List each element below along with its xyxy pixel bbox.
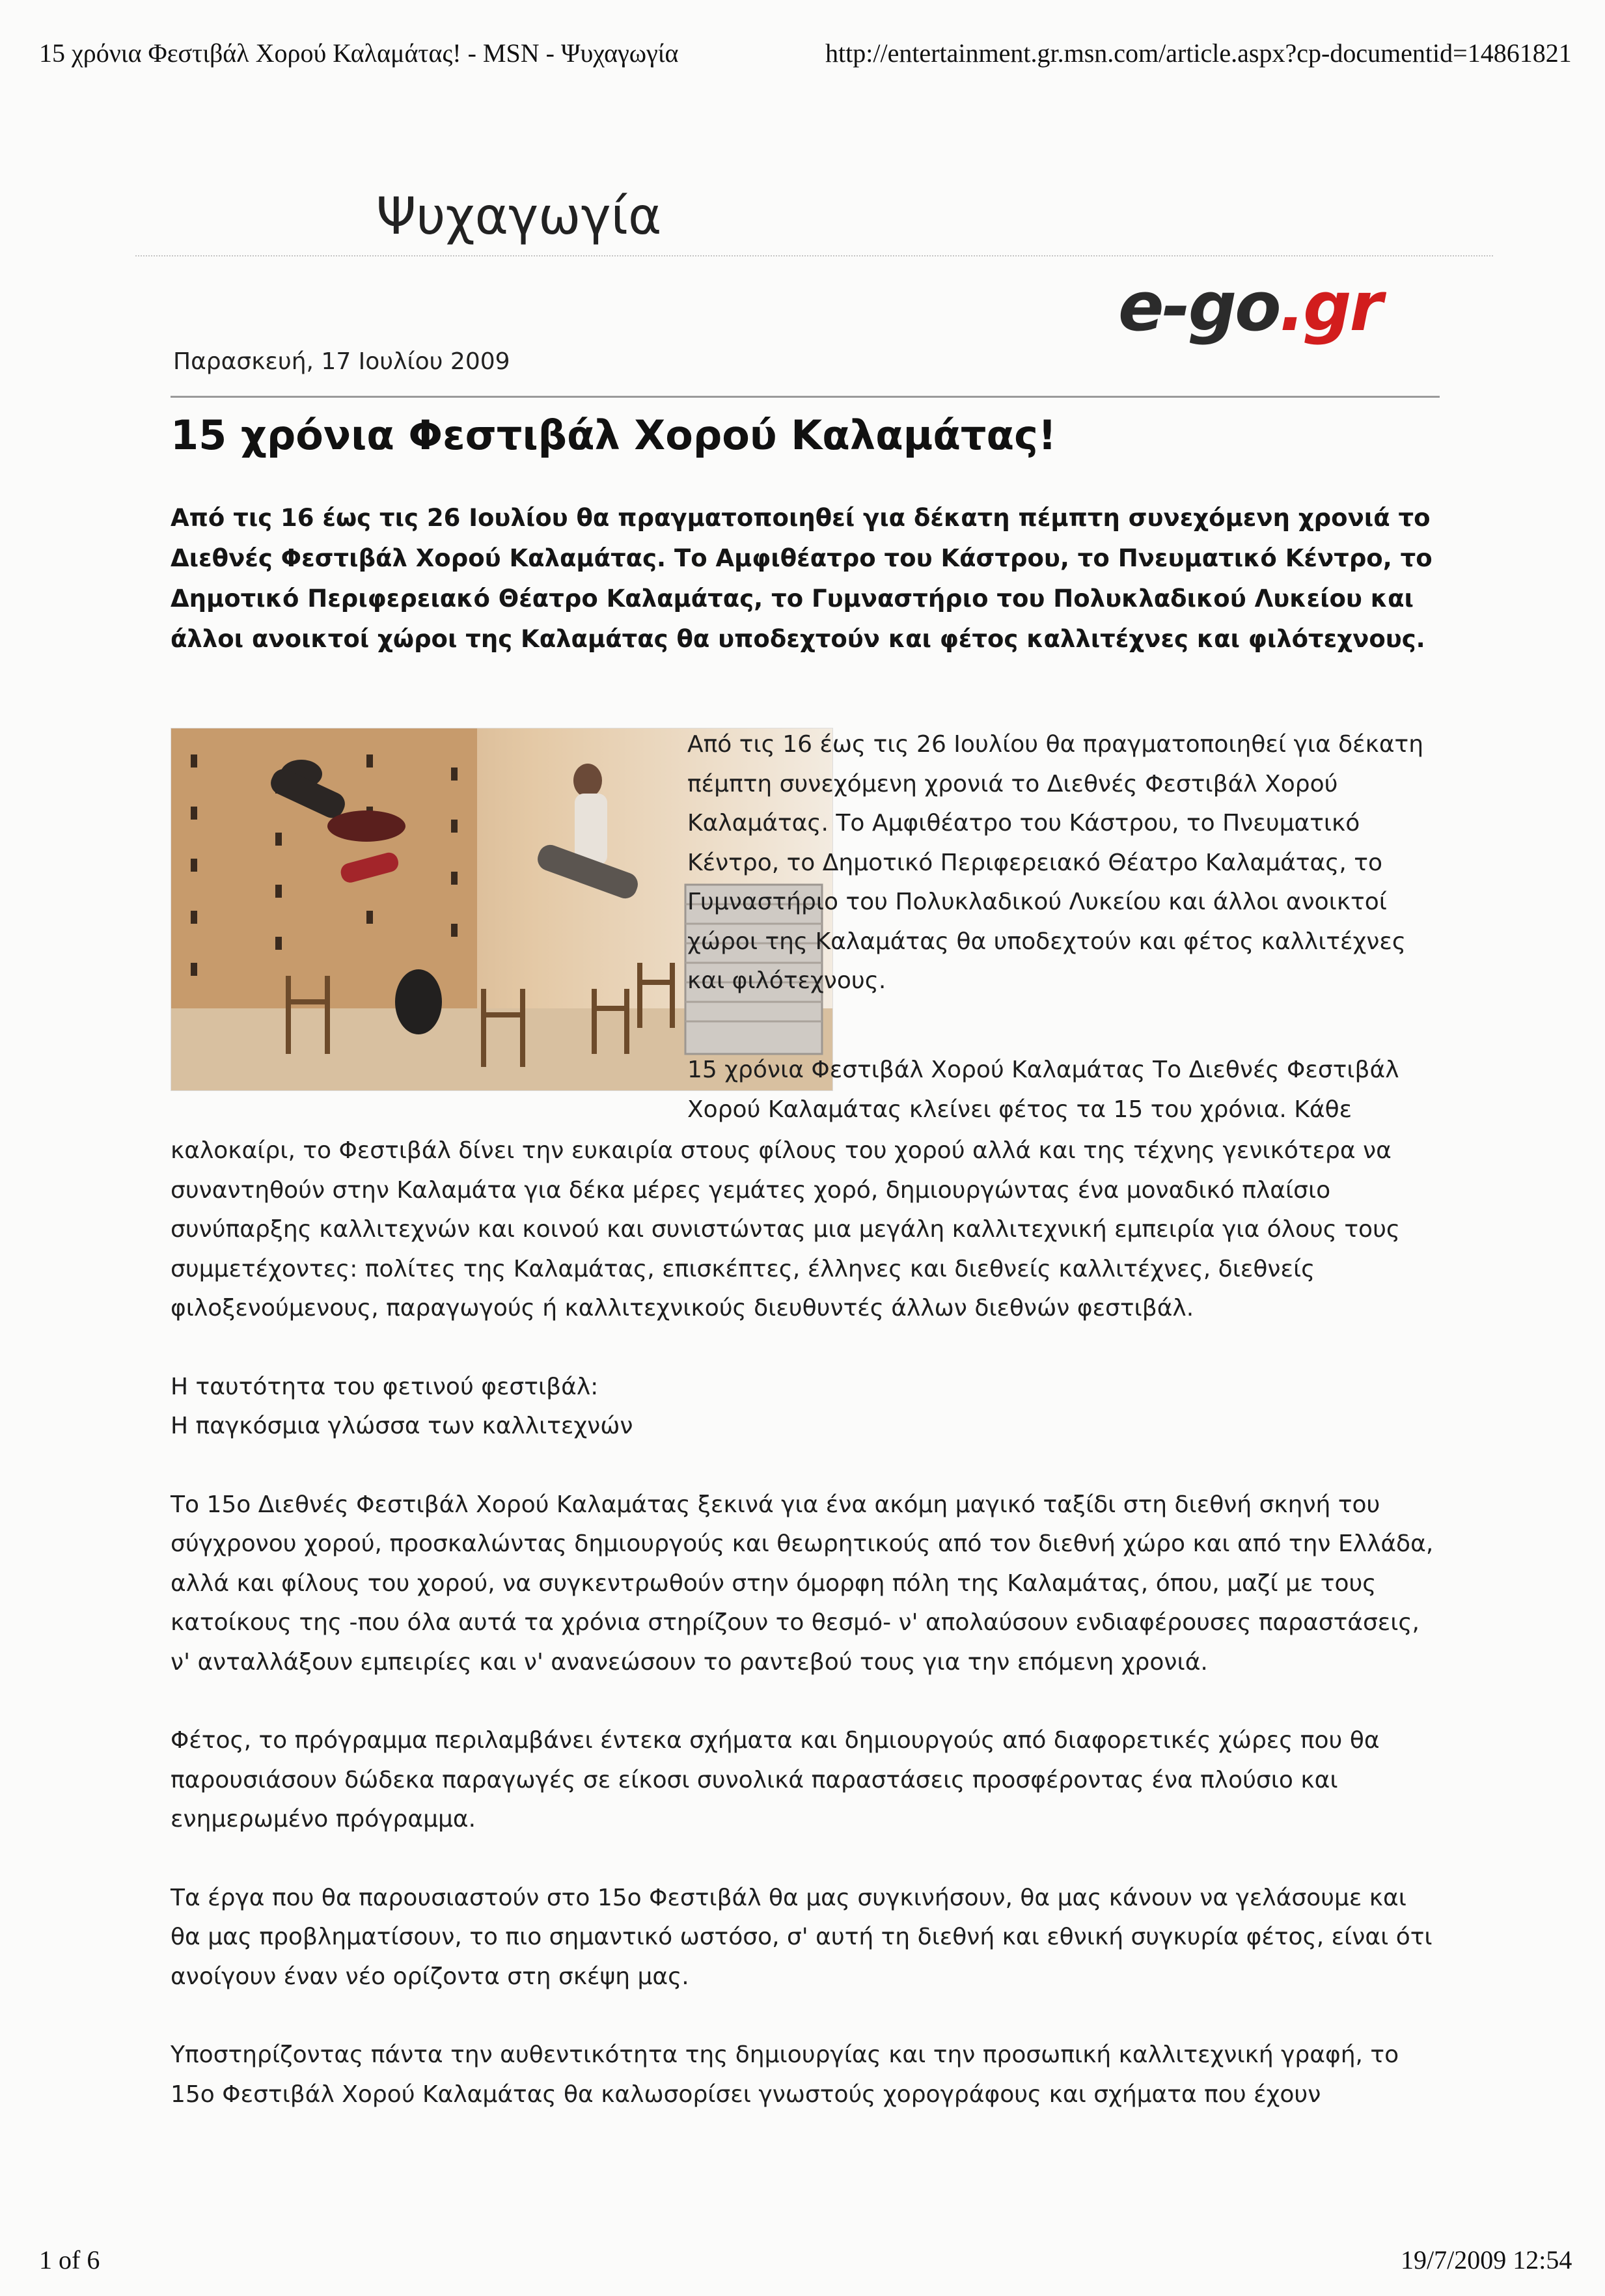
article-paragraph: Από τις 16 έως τις 26 Ιουλίου θα πραγματοποιηθεί για δέκατη πέμπτη συνεχόμενη χρονιά το Διεθνές Φεστιβάλ Χορού Καλαμάτας. Το Αμφιθέατρο του Κάστρου, το Πνευματικό Κέντρο, το Δημοτικό Περιφερειακό Θέατρο Καλαμάτας, το Γυμναστήριο του Πολυκλαδικού Λυκείου και άλλοι ανοικτοί χώροι της Καλαμάτας θα υποδεχτούν και φέτος καλλιτέχνες και φιλότεχνους. [687,731,1424,994]
article-paragraph: Υποστηρίζοντας πάντα την αυθεντικότητα της δημιουργίας και την προσωπική καλλιτεχνική γραφή, το 15ο Φεστιβάλ Χορού Καλαμάτας θα καλωσορίσει γνωστούς χορογράφους και σχήματα που έχουν [171,2041,1399,2108]
article-date: Παρασκευή, 17 Ιουλίου 2009 [173,348,510,375]
article-paragraph: καλοκαίρι, το Φεστιβάλ δίνει την ευκαιρία στους φίλους του χορού αλλά και της τέχνης γενικότερα να συναντηθούν στην Καλαμάτα για δέκα μέρες γεμάτες χορό, δημιουργώντας ένα μοναδικό πλαίσιο συνύπαρξης καλλιτεχνών και κοινού και συνιστώντας μια μεγάλη καλλιτεχνική εμπειρία για όλους τους συμμετέχοντες: πολίτες της Καλαμάτας, επισκέπτες, έλληνες και διεθνείς καλλιτέχνες, διεθνείς φιλοξενούμενους, παραγωγούς ή καλλιτεχνικούς διευθυντές άλλων διεθνών φεστιβάλ. [171,1137,1401,1321]
article-body [171,1131,1437,2114]
article-lead: Από τις 16 έως τις 26 Ιουλίου θα πραγματοποιηθεί για δέκατη πέμπτη συνεχόμενη χρονιά το Διεθνές Φεστιβάλ Χορού Καλαμάτας. Το Αμφιθέατρο του Κάστρου, το Πνευματικό Κέντρο, το Δημοτικό Περιφερειακό Θέατρο Καλαμάτας, το Γυμναστήριο του Πολυκλαδικού Λυκείου και άλλοι ανοικτοί χώροι της Καλαμάτας θα υποδεχτούν και φέτος καλλιτέχνες και φιλότεχνους. [171,504,1433,653]
print-url[interactable]: http://entertainment.gr.msn.com/article.aspx?cp-documentid=14861821 [825,38,1572,68]
e-go-logo[interactable] [1118,267,1381,346]
article-headline: 15 χρόνια Φεστιβάλ Χορού Καλαμάτας! [171,411,1057,459]
logo-part-ego: e-go [1118,267,1280,346]
identity-heading: Η ταυτότητα του φετινού φεστιβάλ: [171,1373,599,1400]
article-paragraph: Το 15ο Διεθνές Φεστιβάλ Χορού Καλαμάτας ξεκινά για ένα ακόμη μαγικό ταξίδι στη διεθνή σκηνή του σύγχρονου χορού, προσκαλώντας δημιουργούς και θεωρητικούς από τον διεθνή χώρο και από την Ελλάδα, αλλά και φίλους του χορού, να συγκεντρωθούν στην όμορφη πόλη της Καλαμάτας, όπου, μαζί με τους κατοίκους της -που όλα αυτά τα χρόνια στηρίζουν το θεσμό- ν' απολαύσουν ενδιαφέρουσες παραστάσεις, ν' ανταλλάξουν εμπειρίες και ν' ανανεώσουν το ραντεβού τους για την επόμενη χρονιά. [171,1491,1434,1676]
page-indicator: 1 of 6 [39,2245,100,2275]
header-rule [171,396,1440,398]
identity-subheading: Η παγκόσμια γλώσσα των καλλιτεχνών [171,1413,633,1439]
section-title[interactable]: Ψυχαγωγία [376,187,662,246]
paragraph-line: Χορού Καλαμάτας κλείνει φέτος τα 15 του χρόνια. Κάθε [687,1096,1352,1123]
article-paragraph: Φέτος, το πρόγραμμα περιλαμβάνει έντεκα σχήματα και δημιουργούς από διαφορετικές χώρες που θα παρουσιάσουν δώδεκα παραγωγές σε είκοσι συνολικά παραστάσεις προσφέροντας ένα πλούσιο και ενημερωμένο πρόγραμμα. [171,1727,1380,1833]
paragraph-line: 15 χρόνια Φεστιβάλ Χορού Καλαμάτας Το Διεθνές Φεστιβάλ [687,1057,1399,1083]
section-divider [135,255,1493,256]
logo-part-gr: .gr [1279,267,1381,346]
print-page-title: 15 χρόνια Φεστιβάλ Χορού Καλαμάτας! - MSN - Ψυχαγωγία [39,38,679,68]
print-timestamp: 19/7/2009 12:54 [1401,2245,1572,2275]
article-paragraph-start [687,1051,1436,1129]
article-paragraph: Τα έργα που θα παρουσιαστούν στο 15ο Φεστιβάλ θα μας συγκινήσουν, θα μας κάνουν να γελάσουμε και θα μας προβληματίσουν, το πιο σημαντικό ωστόσο, σ' αυτή τη διεθνή και εθνική συγκυρία φέτος, είναι ότι ανοίγουν έναν νέο ορίζοντα στη σκέψη μας. [171,1884,1433,1990]
